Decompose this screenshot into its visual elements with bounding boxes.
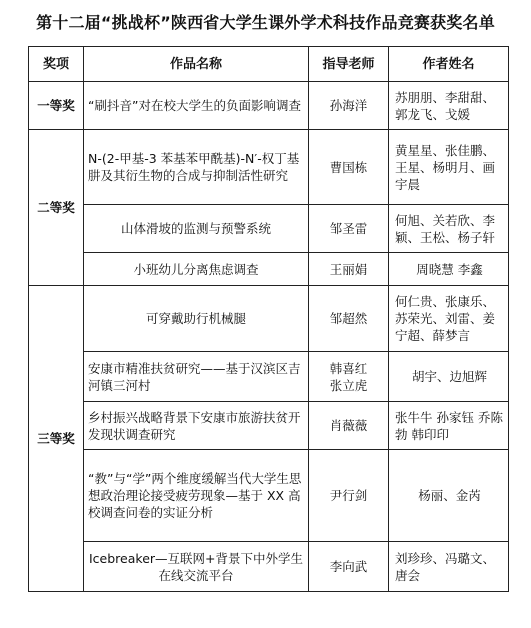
table-row [29,450,509,542]
header-project: 作品名称 [84,47,309,82]
advisor-name: 李向武 [309,542,389,592]
advisor-name: 邹超然 [309,286,389,352]
table-row [29,205,509,253]
project-name: N-(2-甲基-3 苯基苯甲酰基)-N′-权丁基肼及其衍生物的合成与抑制活性研究 [84,130,309,205]
project-name: “刷抖音”对在校大学生的负面影响调查 [84,82,309,130]
table-row [29,130,509,205]
advisor-name: 韩喜红 张立虎 [309,352,389,402]
authors-names: 杨丽、金芮 [389,450,509,542]
page-title: 第十二届“挑战杯”陕西省大学生课外学术科技作品竞赛获奖名单 [36,13,495,32]
table-row [29,286,509,352]
award-second: 二等奖 [29,130,84,286]
authors-names: 何仁贵、张康乐、苏荣光、刘雷、姜宁超、薛梦言 [389,286,509,352]
advisor-name: 曹国栋 [309,130,389,205]
project-name: 可穿戴助行机械腿 [84,286,309,352]
authors-names: 胡宇、边旭辉 [389,352,509,402]
authors-names: 苏朋朋、李甜甜、郭龙飞、戈媛 [389,82,509,130]
project-name: “教”与“学”两个维度缓解当代大学生思想政治理论接受疲劳现象—基于 XX 高校调查问卷的实证分析 [84,450,309,542]
table-header-row [29,47,509,82]
advisor-name: 肖薇薇 [309,402,389,450]
advisor-name: 尹行剑 [309,450,389,542]
table-row [29,402,509,450]
table-row [29,253,509,286]
advisor-name: 孙海洋 [309,82,389,130]
advisor-name: 王丽娟 [309,253,389,286]
project-name: Icebreaker—互联网+背景下中外学生在线交流平台 [84,542,309,592]
authors-names: 黄星星、张佳鹏、王星、杨明月、画宇晨 [389,130,509,205]
table-row [29,352,509,402]
authors-names: 张牛牛 孙家钰 乔陈勃 韩印印 [389,402,509,450]
header-award: 奖项 [29,47,84,82]
project-name: 安康市精准扶贫研究——基于汉滨区吉河镇三河村 [84,352,309,402]
header-authors: 作者姓名 [389,47,509,82]
advisor-name: 邹圣雷 [309,205,389,253]
project-name: 山体滑坡的监测与预警系统 [84,205,309,253]
authors-names: 周晓慧 李鑫 [389,253,509,286]
header-advisor: 指导老师 [309,47,389,82]
project-name: 小班幼儿分离焦虑调查 [84,253,309,286]
award-first: 一等奖 [29,82,84,130]
project-name: 乡村振兴战略背景下安康市旅游扶贫开发现状调查研究 [84,402,309,450]
award-third: 三等奖 [29,286,84,592]
table-row [29,542,509,592]
table-row [29,82,509,130]
authors-names: 何旭、关若欣、李颖、王松、杨子轩 [389,205,509,253]
authors-names: 刘珍珍、冯璐文、唐会 [389,542,509,592]
awards-table [28,46,509,592]
